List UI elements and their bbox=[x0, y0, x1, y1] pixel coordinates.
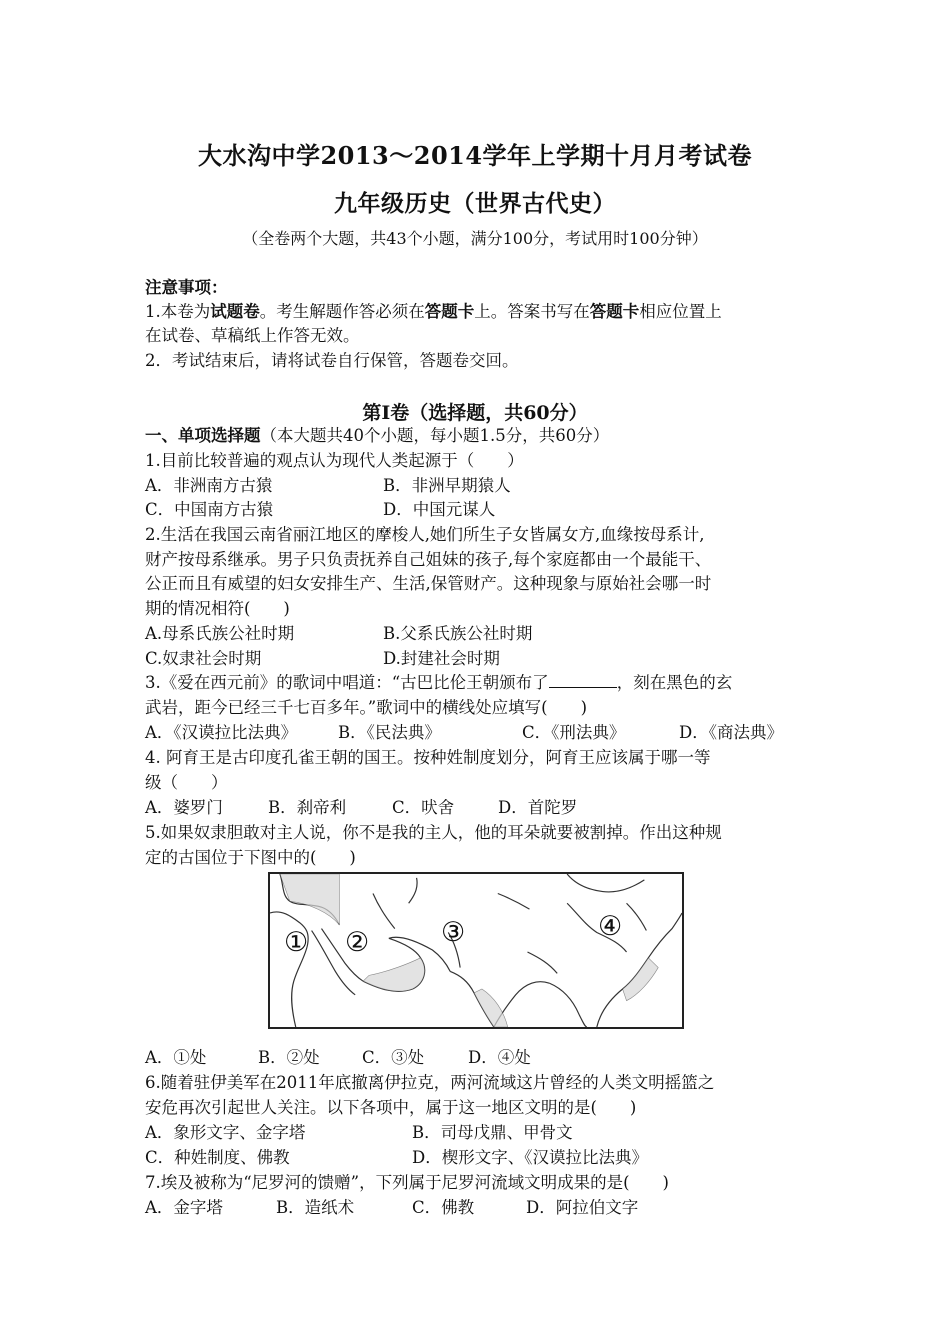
exam-subtitle: 九年级历史（世界古代史） bbox=[334, 190, 616, 217]
notice-emphasis: 试题卷 bbox=[210, 302, 260, 321]
q3-text: ，刻在黑色的玄 bbox=[616, 673, 733, 692]
notice-item-1 bbox=[145, 300, 722, 324]
q5-option-a[interactable]: A．①处 bbox=[145, 1048, 207, 1067]
q1-option-c[interactable]: C．中国南方古猿 bbox=[145, 500, 274, 519]
question-5-line2: 定的古国位于下图中的( ) bbox=[145, 848, 356, 867]
q1-option-d[interactable]: D．中国元谋人 bbox=[383, 500, 496, 519]
question-2-line1: 2.生活在我国云南省丽江地区的摩梭人,她们所生子女皆属女方,血缘按母系计, bbox=[145, 525, 705, 544]
q6-option-c[interactable]: C．种姓制度、佛教 bbox=[145, 1148, 290, 1167]
notice-item-2: 2．考试结束后，请将试卷自行保管，答题卷交回。 bbox=[145, 351, 519, 370]
notice-heading: 注意事项： bbox=[145, 278, 228, 297]
q4-option-b[interactable]: B．刹帝利 bbox=[268, 798, 347, 817]
part-heading-label: 一、单项选择题 bbox=[145, 426, 261, 445]
map-marker-1: ① bbox=[284, 927, 309, 958]
q3-option-d[interactable]: D．《商法典》 bbox=[679, 723, 783, 742]
exam-note: （全卷两个大题，共43个小题，满分100分，考试用时100分钟） bbox=[242, 229, 708, 248]
q2-option-d[interactable]: D.封建社会时期 bbox=[383, 649, 500, 668]
q2-option-b[interactable]: B.父系氏族公社时期 bbox=[383, 624, 533, 643]
q2-option-c[interactable]: C.奴隶社会时期 bbox=[145, 649, 262, 668]
question-4-line2: 级（ ） bbox=[145, 773, 228, 792]
q5-option-d[interactable]: D．④处 bbox=[468, 1048, 531, 1067]
section-title: 第Ⅰ卷（选择题，共60分） bbox=[362, 402, 588, 424]
q1-option-b[interactable]: B．非洲早期猿人 bbox=[383, 476, 511, 495]
question-3-line1 bbox=[145, 671, 732, 695]
map-marker-2: ② bbox=[345, 927, 370, 958]
map-marker-4: ④ bbox=[598, 911, 623, 942]
notice-emphasis: 答题卡 bbox=[589, 302, 640, 321]
q3-option-b[interactable]: B．《民法典》 bbox=[338, 723, 441, 742]
question-2-line3: 公正而且有威望的妇女安排生产、生活,保管财产。这种现象与原始社会哪一时 bbox=[145, 574, 712, 593]
question-3-line2: 武岩，距今已经三千七百多年。”歌词中的横线处应填写( ) bbox=[145, 698, 588, 717]
q6-option-d[interactable]: D．楔形文字、《汉谟拉比法典》 bbox=[412, 1148, 648, 1167]
map-drawing bbox=[270, 874, 682, 1027]
notice-emphasis: 答题卡 bbox=[424, 302, 475, 321]
exam-title: 大水沟中学2013～2014学年上学期十月月考试卷 bbox=[197, 141, 753, 170]
q4-option-a[interactable]: A．婆罗门 bbox=[145, 798, 223, 817]
notice-text: 1.本卷为 bbox=[145, 302, 211, 321]
q3-option-c[interactable]: C．《刑法典》 bbox=[522, 723, 626, 742]
question-7-stem: 7.埃及被称为“尼罗河的馈赠”，下列属于尼罗河流域文明成果的是( ) bbox=[145, 1173, 669, 1192]
q2-option-a[interactable]: A.母系氏族公社时期 bbox=[145, 624, 295, 643]
notice-text: 。考生解题作答必须在 bbox=[259, 302, 425, 321]
q3-option-a[interactable]: A．《汉谟拉比法典》 bbox=[145, 723, 298, 742]
q3-text: 3.《爱在西元前》的歌词中唱道：“古巴比伦王朝颁布了 bbox=[145, 673, 549, 692]
ancient-civilizations-map bbox=[268, 872, 684, 1029]
notice-item-1-line2: 在试卷、草稿纸上作答无效。 bbox=[145, 326, 360, 345]
question-1-stem: 1.目前比较普遍的观点认为现代人类起源于（ ） bbox=[145, 451, 524, 470]
q6-option-b[interactable]: B．司母戊鼎、甲骨文 bbox=[412, 1123, 573, 1142]
q6-option-a[interactable]: A．象形文字、金字塔 bbox=[145, 1123, 306, 1142]
question-2-line4: 期的情况相符( ) bbox=[145, 599, 290, 618]
notice-text: 上。答案书写在 bbox=[474, 302, 590, 321]
q1-option-a[interactable]: A．非洲南方古猿 bbox=[145, 476, 273, 495]
question-4-line1: 4. 阿育王是古印度孔雀王朝的国王。按种姓制度划分，阿育王应该属于哪一等 bbox=[145, 748, 711, 767]
question-6-line2: 安危再次引起世人关注。以下各项中，属于这一地区文明的是( ) bbox=[145, 1098, 637, 1117]
q7-option-b[interactable]: B．造纸术 bbox=[276, 1198, 355, 1217]
q7-option-c[interactable]: C．佛教 bbox=[412, 1198, 475, 1217]
part-heading-desc: （本大题共40个小题，每小题1.5分，共60分） bbox=[260, 426, 610, 445]
question-2-line2: 财产按母系继承。男子只负责抚养自己姐妹的孩子,每个家庭都由一个最能干、 bbox=[145, 550, 712, 569]
q4-option-c[interactable]: C．吠舍 bbox=[392, 798, 455, 817]
q7-option-a[interactable]: A．金字塔 bbox=[145, 1198, 223, 1217]
notice-text: 相应位置上 bbox=[639, 302, 722, 321]
q5-option-b[interactable]: B．②处 bbox=[258, 1048, 320, 1067]
q5-option-c[interactable]: C．③处 bbox=[362, 1048, 425, 1067]
answer-blank bbox=[549, 673, 617, 688]
q4-option-d[interactable]: D．首陀罗 bbox=[498, 798, 578, 817]
part-heading bbox=[145, 424, 609, 448]
map-marker-3: ③ bbox=[441, 917, 466, 948]
q7-option-d[interactable]: D．阿拉伯文字 bbox=[526, 1198, 639, 1217]
question-6-line1: 6.随着驻伊美军在2011年底撤离伊拉克，两河流域这片曾经的人类文明摇篮之 bbox=[145, 1073, 715, 1092]
question-5-line1: 5.如果奴隶胆敢对主人说，你不是我的主人，他的耳朵就要被割掉。作出这种规 bbox=[145, 823, 722, 842]
